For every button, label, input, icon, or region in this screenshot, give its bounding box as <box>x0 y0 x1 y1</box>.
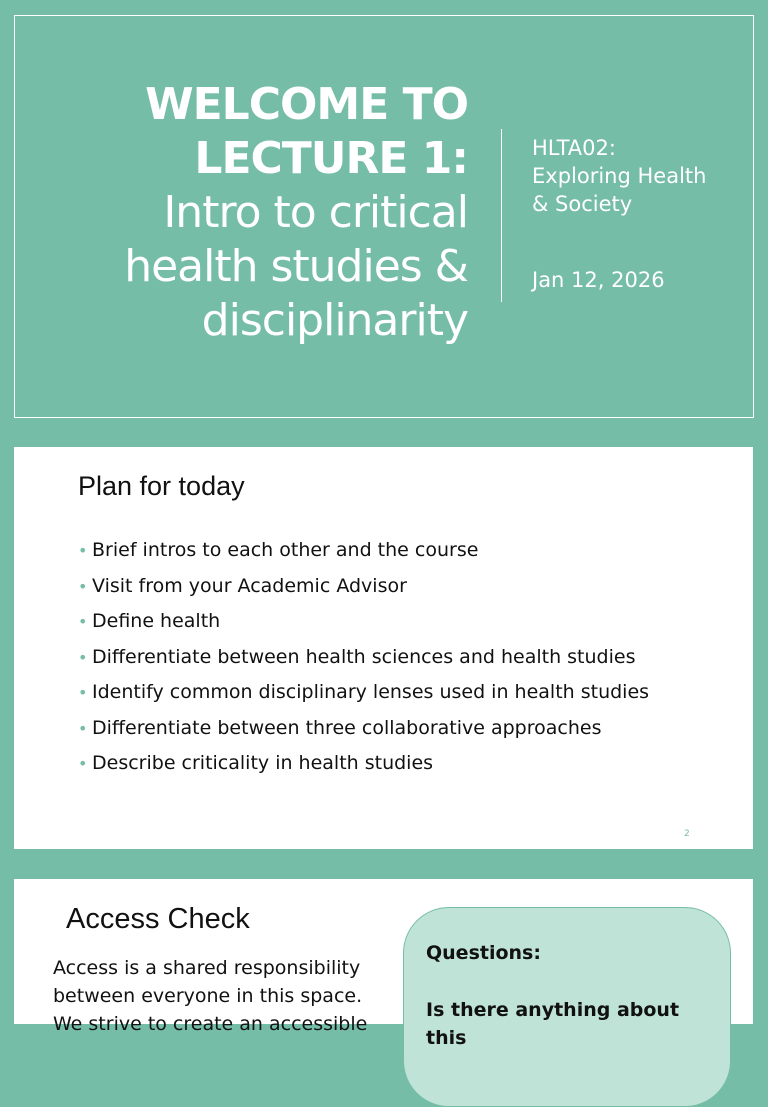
vertical-divider <box>501 129 502 302</box>
title-slide <box>0 0 768 432</box>
list-item <box>78 675 649 711</box>
course-line-1: HLTA02: <box>532 136 616 160</box>
bullet-icon: • <box>78 647 88 667</box>
access-body <box>53 954 383 1038</box>
questions-title: Questions: <box>426 942 541 964</box>
bullet-icon: • <box>78 754 88 773</box>
questions-box <box>403 907 731 1107</box>
title-line-1: WELCOME TO <box>145 79 468 130</box>
bullet-icon: • <box>78 541 88 560</box>
course-name <box>532 134 732 218</box>
subtitle-line-1: Intro to critical <box>163 187 468 238</box>
list-item <box>78 746 649 782</box>
list-item <box>78 533 649 569</box>
plan-title: Plan for today <box>78 471 245 501</box>
bullet-icon: • <box>78 718 88 738</box>
plan-list <box>78 533 649 782</box>
list-item <box>78 604 649 640</box>
title-line-2: LECTURE 1: <box>194 133 468 184</box>
plan-slide <box>14 447 753 849</box>
list-item-text: Describe criticality in health studies <box>92 752 434 774</box>
access-body-line-3: We strive to create an accessible <box>53 1013 368 1035</box>
questions-line-1: Is there anything about this <box>426 999 680 1049</box>
list-item <box>78 711 649 747</box>
list-item-text: Brief intros to each other and the course <box>92 539 479 561</box>
list-item-text: Define health <box>92 610 221 632</box>
bullet-icon: • <box>78 612 88 631</box>
access-slide <box>14 879 753 1049</box>
list-item-text: Differentiate between health sciences and health studies <box>92 645 636 668</box>
course-line-2: Exploring Health <box>532 164 707 188</box>
lecture-date: Jan 12, 2026 <box>532 268 665 292</box>
list-item <box>78 569 649 605</box>
lecture-title <box>48 78 468 348</box>
access-body-line-2: between everyone in this space. <box>53 985 363 1007</box>
subtitle-line-2: health studies & <box>124 241 468 292</box>
page-number: 2 <box>684 829 690 839</box>
list-item-text: Visit from your Academic Advisor <box>92 574 407 597</box>
access-title: Access Check <box>66 903 250 935</box>
course-line-3: & Society <box>532 192 633 216</box>
subtitle-line-3: disciplinarity <box>201 295 468 346</box>
list-item-text: Identify common disciplinary lenses used in health studies <box>92 681 650 703</box>
bullet-icon: • <box>78 576 88 596</box>
access-body-line-1: Access is a shared responsibility <box>53 957 361 979</box>
list-item-text: Differentiate between three collaborative approaches <box>92 716 602 739</box>
bullet-icon: • <box>78 683 88 702</box>
list-item <box>78 640 649 676</box>
